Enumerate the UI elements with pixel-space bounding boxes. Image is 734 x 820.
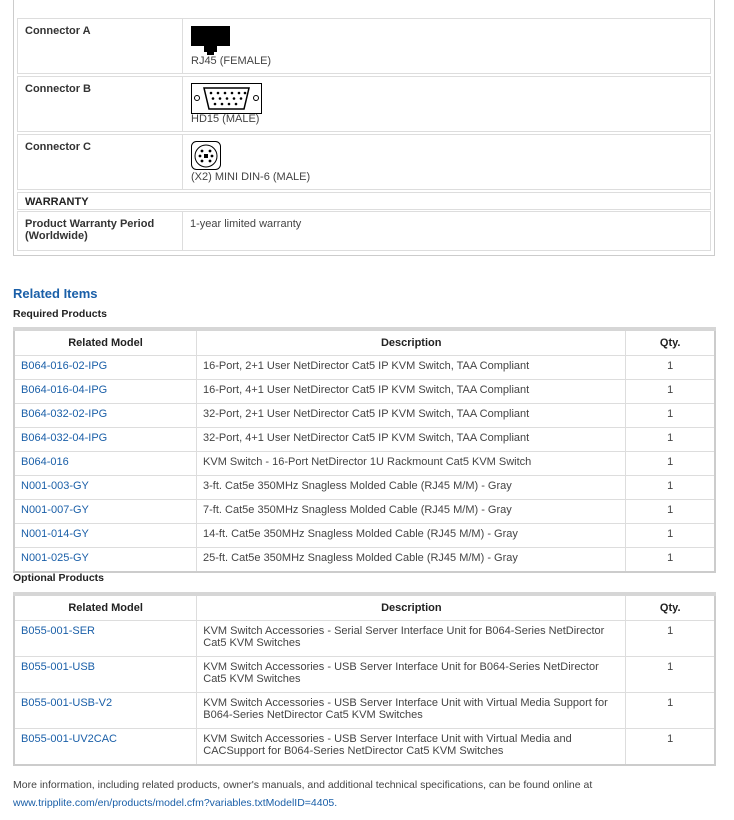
related-items-title: Related Items [13, 286, 98, 301]
spec-row-connector-c [17, 134, 711, 190]
spec-label: Connector C [18, 135, 183, 189]
product-qty: 1 [626, 428, 715, 452]
optional-products-table [13, 592, 716, 766]
optional-products-title: Optional Products [13, 572, 105, 584]
product-model-link[interactable]: B064-032-04-IPG [14, 428, 197, 452]
product-model-link[interactable]: B064-016-02-IPG [14, 356, 197, 380]
product-model-link[interactable]: B064-016-04-IPG [14, 380, 197, 404]
column-header-qty: Qty. [626, 594, 715, 621]
spec-row-warranty [17, 211, 711, 251]
product-model-link[interactable]: B064-032-02-IPG [14, 404, 197, 428]
required-products-table [13, 327, 716, 573]
spec-label: Product Warranty Period (Worldwide) [18, 212, 183, 250]
product-qty: 1 [626, 404, 715, 428]
product-model-link[interactable]: B064-016 [14, 452, 197, 476]
footer-text: More information, including related products, owner's manuals, and additional technical specifications, can be found online at [13, 779, 593, 791]
required-products-title: Required Products [13, 308, 107, 320]
connector-caption: (X2) MINI DIN-6 (MALE) [191, 171, 311, 183]
table-row [14, 476, 715, 500]
product-qty: 1 [626, 729, 715, 766]
product-model-link[interactable]: B055-001-USB [14, 657, 197, 693]
product-description: 32-Port, 4+1 User NetDirector Cat5 IP KVM Switch, TAA Compliant [197, 428, 626, 452]
product-description: 14-ft. Cat5e 350MHz Snagless Molded Cable (RJ45 M/M) - Gray [197, 524, 626, 548]
product-model-link[interactable]: B055-001-SER [14, 621, 197, 657]
footer-link[interactable]: www.tripplite.com/en/products/model.cfm?variables.txtModelID=4405. [13, 797, 338, 809]
product-qty: 1 [626, 476, 715, 500]
product-qty: 1 [626, 356, 715, 380]
spec-value: 1-year limited warranty [190, 218, 302, 230]
product-description: 16-Port, 2+1 User NetDirector Cat5 IP KVM Switch, TAA Compliant [197, 356, 626, 380]
table-row [14, 693, 715, 729]
product-model-link[interactable]: N001-014-GY [14, 524, 197, 548]
connector-caption: HD15 (MALE) [191, 113, 260, 125]
table-row [14, 621, 715, 657]
product-model-link[interactable]: B055-001-USB-V2 [14, 693, 197, 729]
product-qty: 1 [626, 524, 715, 548]
spec-row-connector-a [17, 18, 711, 74]
table-row [14, 452, 715, 476]
product-qty: 1 [626, 500, 715, 524]
product-qty: 1 [626, 657, 715, 693]
product-model-link[interactable]: N001-003-GY [14, 476, 197, 500]
column-header-qty: Qty. [626, 329, 715, 356]
product-description: KVM Switch - 16-Port NetDirector 1U Rackmount Cat5 KVM Switch [197, 452, 626, 476]
warranty-heading: WARRANTY [17, 192, 711, 210]
product-description: KVM Switch Accessories - USB Server Interface Unit with Virtual Media Support for B064-Series NetDirector Cat5 KVM Switches [197, 693, 626, 729]
specifications-panel [13, 0, 715, 256]
rj45-female-icon [191, 26, 231, 56]
table-row [14, 657, 715, 693]
spec-row-connector-b [17, 76, 711, 132]
connector-caption: RJ45 (FEMALE) [191, 55, 272, 67]
mini-din6-male-icon [191, 141, 223, 171]
table-row [14, 428, 715, 452]
product-description: KVM Switch Accessories - Serial Server Interface Unit for B064-Series NetDirector Cat5 KVM Switches [197, 621, 626, 657]
hd15-male-icon [191, 83, 263, 115]
product-description: 32-Port, 2+1 User NetDirector Cat5 IP KVM Switch, TAA Compliant [197, 404, 626, 428]
column-header-model: Related Model [14, 329, 197, 356]
product-description: KVM Switch Accessories - USB Server Interface Unit for B064-Series NetDirector Cat5 KVM Switches [197, 657, 626, 693]
product-qty: 1 [626, 380, 715, 404]
table-row [14, 729, 715, 766]
product-description: 16-Port, 4+1 User NetDirector Cat5 IP KVM Switch, TAA Compliant [197, 380, 626, 404]
product-model-link[interactable]: N001-007-GY [14, 500, 197, 524]
spec-label: Connector A [18, 19, 183, 73]
table-row [14, 356, 715, 380]
column-header-description: Description [197, 594, 626, 621]
product-description: KVM Switch Accessories - USB Server Interface Unit with Virtual Media and CACSupport for B064-Series NetDirector Cat5 KVM Switches [197, 729, 626, 766]
table-row [14, 404, 715, 428]
spec-label: Connector B [18, 77, 183, 131]
product-description: 3-ft. Cat5e 350MHz Snagless Molded Cable (RJ45 M/M) - Gray [197, 476, 626, 500]
table-row [14, 500, 715, 524]
product-qty: 1 [626, 693, 715, 729]
product-description: 7-ft. Cat5e 350MHz Snagless Molded Cable (RJ45 M/M) - Gray [197, 500, 626, 524]
product-qty: 1 [626, 621, 715, 657]
column-header-description: Description [197, 329, 626, 356]
product-model-link[interactable]: N001-025-GY [14, 548, 197, 573]
product-qty: 1 [626, 548, 715, 573]
product-qty: 1 [626, 452, 715, 476]
table-row [14, 548, 715, 573]
column-header-model: Related Model [14, 594, 197, 621]
product-description: 25-ft. Cat5e 350MHz Snagless Molded Cable (RJ45 M/M) - Gray [197, 548, 626, 573]
table-row [14, 380, 715, 404]
product-model-link[interactable]: B055-001-UV2CAC [14, 729, 197, 766]
table-row [14, 524, 715, 548]
